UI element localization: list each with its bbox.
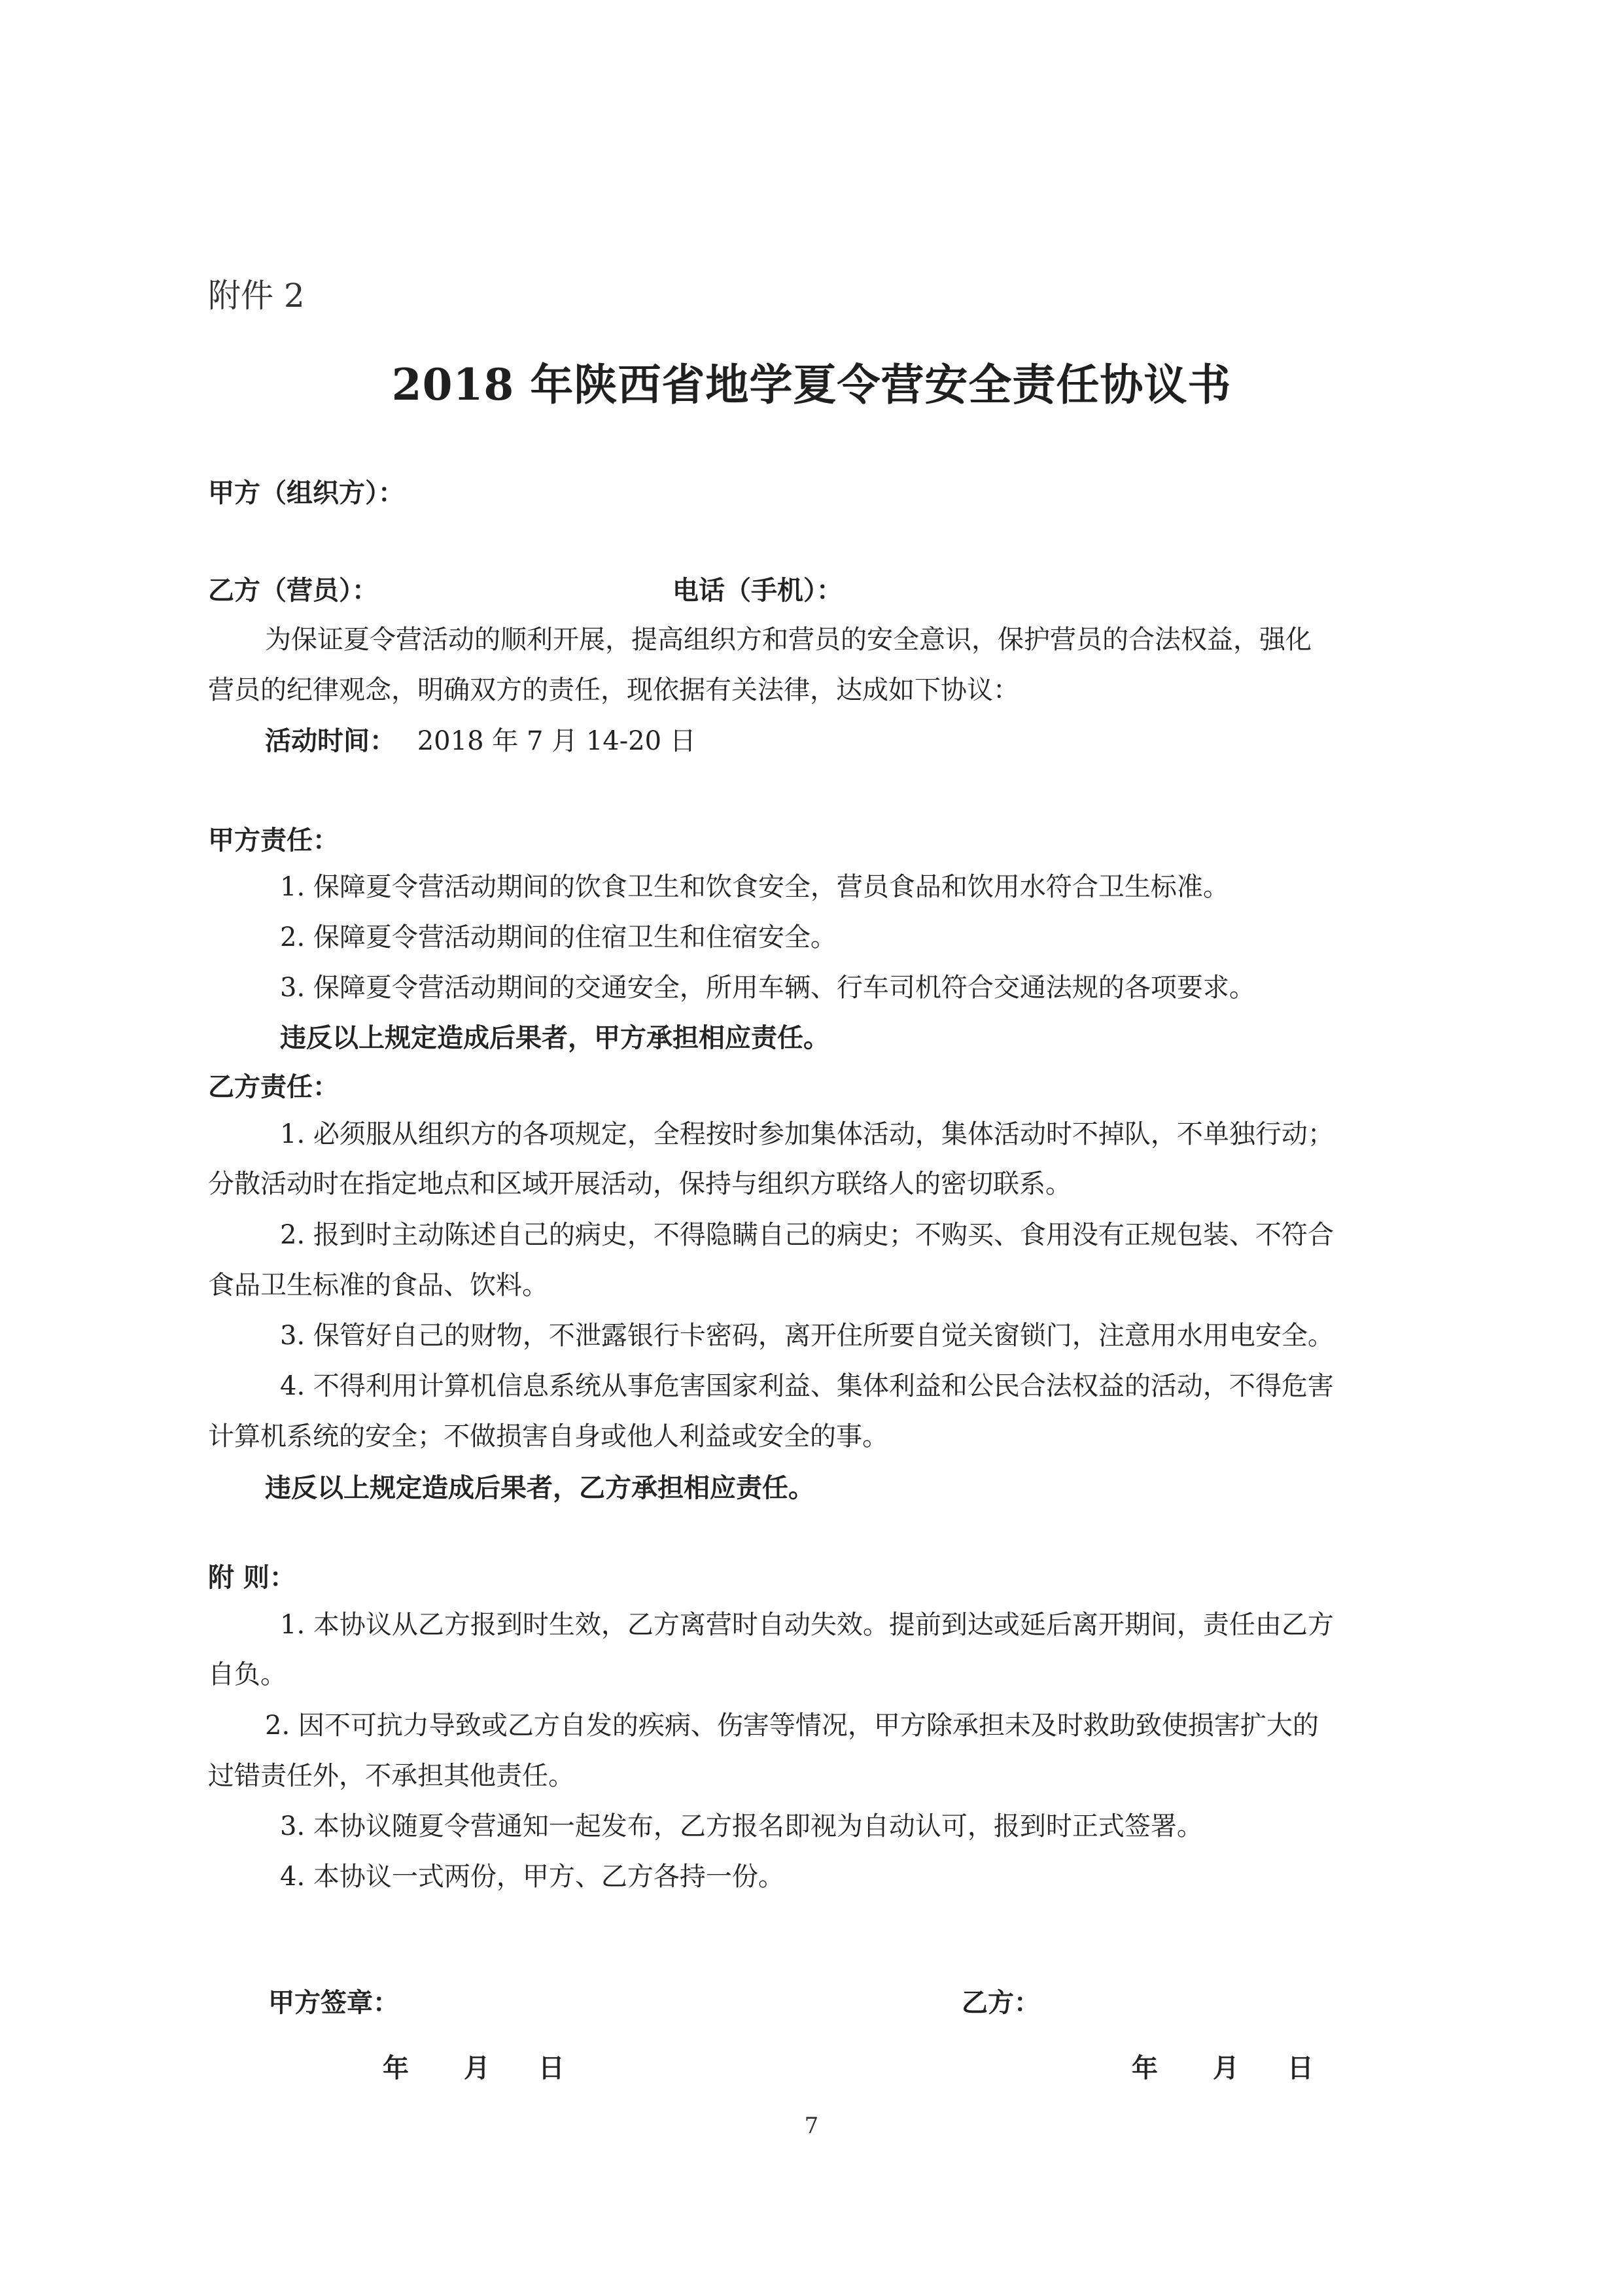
appendix-item-1-line-1: 1. 本协议从乙方报到时生效，乙方离营时自动失效。提前到达或延后离开期间，责任由乙方 bbox=[280, 1610, 1334, 1640]
party-b-date-year: 年 bbox=[1132, 2053, 1158, 2083]
activity-time bbox=[265, 716, 696, 767]
party-a-date-month: 月 bbox=[463, 2053, 490, 2083]
document-title: 2018 年陕西省地学夏令营安全责任协议书 bbox=[391, 359, 1232, 410]
intro-line-2: 营员的纪律观念，明确双方的责任，现依据有关法律，达成如下协议： bbox=[208, 675, 1019, 705]
appendix-item-2-line-2: 过错责任外，不承担其他责任。 bbox=[208, 1761, 574, 1791]
party-b-resp-item-1-line-2: 分散活动时在指定地点和区域开展活动，保持与组织方联络人的密切联系。 bbox=[208, 1169, 1072, 1199]
party-a-date-day: 日 bbox=[538, 2053, 565, 2083]
appendix-item-1-line-2: 自负。 bbox=[208, 1660, 287, 1690]
party-b-date bbox=[1132, 2047, 1314, 2085]
appendix-item-2-line-1: 2. 因不可抗力导致或乙方自发的疾病、伤害等情况，甲方除承担未及时救助致使损害扩大的 bbox=[265, 1711, 1319, 1741]
party-a-label: 甲方（组织方）： bbox=[208, 478, 404, 508]
appendix-item-4: 4. 本协议一式两份，甲方、乙方各持一份。 bbox=[280, 1862, 784, 1892]
party-a-resp-item-2: 2. 保障夏令营活动期间的住宿卫生和住宿安全。 bbox=[280, 922, 837, 952]
party-b-resp-conclusion: 违反以上规定造成后果者，乙方承担相应责任。 bbox=[265, 1472, 814, 1503]
party-b-date-month: 月 bbox=[1212, 2053, 1239, 2083]
party-a-resp-item-3: 3. 保障夏令营活动期间的交通安全，所用车辆、行车司机符合交通法规的各项要求。 bbox=[280, 973, 1255, 1003]
party-b-signature-label: 乙方： bbox=[962, 1987, 1040, 2018]
intro-line-1: 为保证夏令营活动的顺利开展，提高组织方和营员的安全意识，保护营员的合法权益，强化 bbox=[265, 625, 1312, 655]
party-a-resp-item-1: 1. 保障夏令营活动期间的饮食卫生和饮食安全，营员食品和饮用水符合卫生标准。 bbox=[280, 872, 1229, 902]
appendix-heading: 附 则： bbox=[208, 1562, 296, 1593]
party-a-date-year: 年 bbox=[383, 2053, 409, 2083]
party-b-resp-item-2-line-1: 2. 报到时主动陈述自己的病史，不得隐瞒自己的病史；不购买、食用没有正规包装、不符合 bbox=[280, 1220, 1334, 1250]
party-b-resp-item-4-line-1: 4. 不得利用计算机信息系统从事危害国家利益、集体利益和公民合法权益的活动，不得危害 bbox=[280, 1371, 1334, 1401]
page-number: 7 bbox=[804, 2113, 819, 2139]
party-b-resp-item-4-line-2: 计算机系统的安全；不做损害自身或他人利益或安全的事。 bbox=[208, 1421, 888, 1452]
party-a-resp-heading: 甲方责任： bbox=[208, 825, 339, 856]
party-b-resp-heading: 乙方责任： bbox=[208, 1071, 339, 1102]
activity-time-label: 活动时间： bbox=[265, 725, 396, 756]
party-b-resp-item-2-line-2: 食品卫生标准的食品、饮料。 bbox=[208, 1270, 548, 1300]
attachment-label: 附件 2 bbox=[208, 277, 305, 315]
party-a-signature-label: 甲方签章： bbox=[268, 1987, 399, 2018]
party-b-label: 乙方（营员）： bbox=[208, 575, 378, 606]
party-a-resp-conclusion: 违反以上规定造成后果者，甲方承担相应责任。 bbox=[280, 1022, 829, 1053]
party-b-resp-item-1-line-1: 1. 必须服从组织方的各项规定，全程按时参加集体活动，集体活动时不掉队，不单独行动； bbox=[280, 1119, 1334, 1149]
activity-time-value: 2018 年 7 月 14-20 日 bbox=[417, 726, 696, 756]
appendix-item-3: 3. 本协议随夏令营通知一起发布，乙方报名即视为自动认可，报到时正式签署。 bbox=[280, 1811, 1203, 1841]
phone-label: 电话（手机）： bbox=[672, 575, 843, 606]
party-a-date bbox=[383, 2047, 565, 2085]
party-b-date-day: 日 bbox=[1287, 2053, 1314, 2083]
party-b-resp-item-3: 3. 保管好自己的财物，不泄露银行卡密码，离开住所要自觉关窗锁门，注意用水用电安全。 bbox=[280, 1321, 1334, 1351]
